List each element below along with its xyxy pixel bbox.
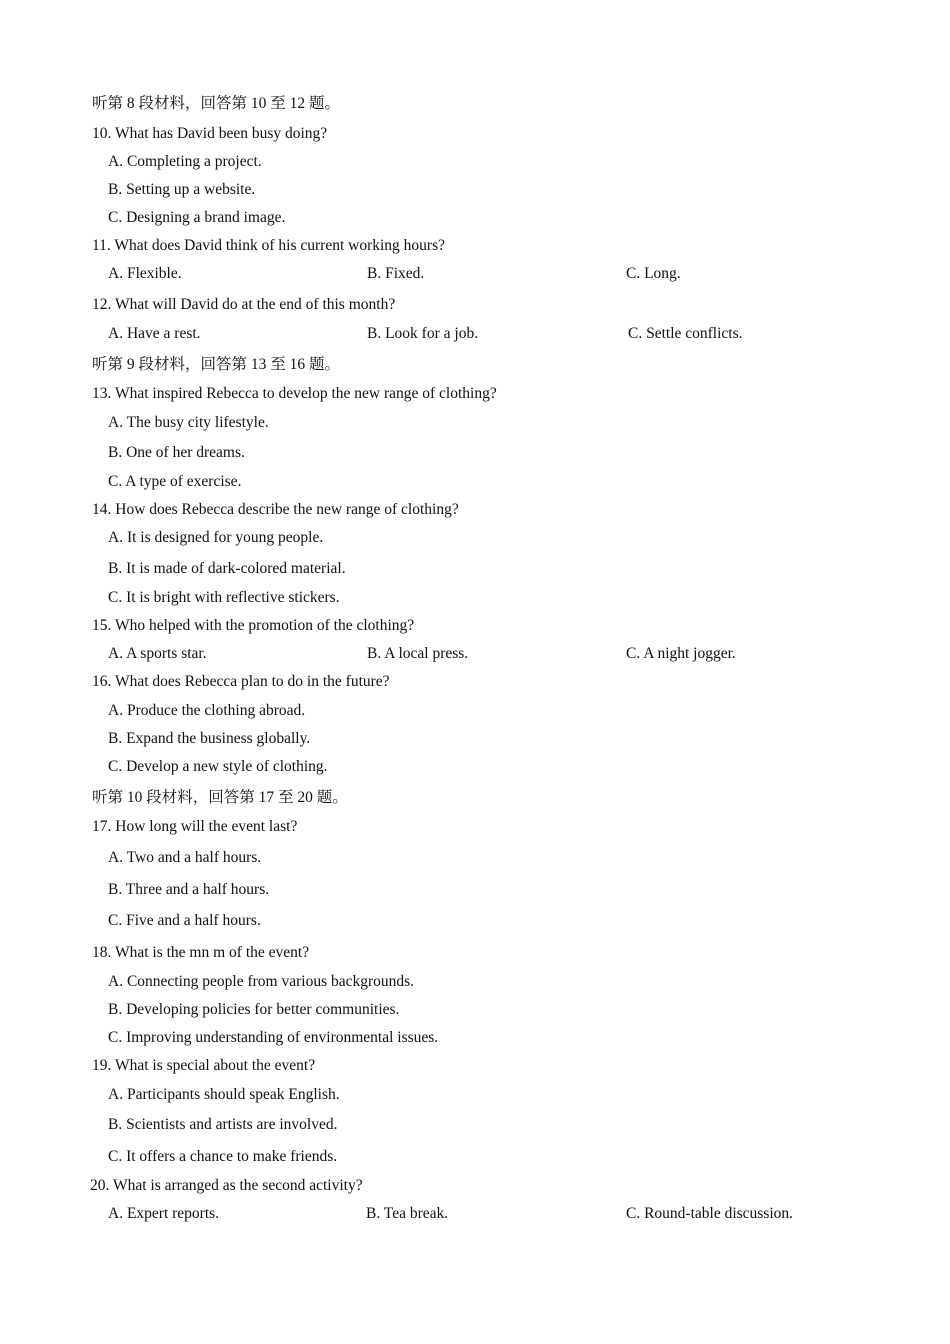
question-17-stem: 17. How long will the event last? bbox=[92, 818, 298, 835]
question-15-option-b: B. A local press. bbox=[367, 645, 469, 662]
section-9-instruction: 听第 9 段材料，回答第 13 至 16 题。 bbox=[92, 356, 341, 373]
question-14-option-c: C. It is bright with reflective stickers. bbox=[108, 589, 340, 606]
question-16-option-a: A. Produce the clothing abroad. bbox=[108, 702, 306, 719]
question-10-option-b: B. Setting up a website. bbox=[108, 181, 256, 198]
question-19-stem: 19. What is special about the event? bbox=[92, 1057, 316, 1074]
question-15-option-a: A. A sports star. bbox=[108, 645, 207, 662]
question-18-option-c: C. Improving understanding of environmental issues. bbox=[108, 1029, 439, 1046]
question-14-option-b: B. It is made of dark-colored material. bbox=[108, 560, 346, 577]
question-15-option-c: C. A night jogger. bbox=[626, 645, 736, 662]
question-20-option-c: C. Round-table discussion. bbox=[626, 1205, 794, 1222]
question-11-option-c: C. Long. bbox=[626, 265, 681, 282]
question-14-option-a: A. It is designed for young people. bbox=[108, 529, 324, 546]
question-13-option-c: C. A type of exercise. bbox=[108, 473, 242, 490]
question-12-stem: 12. What will David do at the end of this month? bbox=[92, 296, 396, 313]
question-16-stem: 16. What does Rebecca plan to do in the future? bbox=[92, 673, 390, 690]
question-10-stem: 10. What has David been busy doing? bbox=[92, 125, 328, 142]
question-11-option-a: A. Flexible. bbox=[108, 265, 182, 282]
question-13-option-a: A. The busy city lifestyle. bbox=[108, 414, 269, 431]
question-20-stem: 20. What is arranged as the second activity? bbox=[90, 1177, 363, 1194]
question-15-stem: 15. Who helped with the promotion of the clothing? bbox=[92, 617, 415, 634]
question-12-option-b: B. Look for a job. bbox=[367, 325, 479, 342]
question-10-option-c: C. Designing a brand image. bbox=[108, 209, 286, 226]
question-19-option-c: C. It offers a chance to make friends. bbox=[108, 1148, 338, 1165]
question-17-option-a: A. Two and a half hours. bbox=[108, 849, 262, 866]
question-11-stem: 11. What does David think of his current working hours? bbox=[92, 237, 445, 254]
section-8-instruction: 听第 8 段材料，回答第 10 至 12 题。 bbox=[92, 95, 341, 112]
question-17-option-b: B. Three and a half hours. bbox=[108, 881, 270, 898]
question-20-option-a: A. Expert reports. bbox=[108, 1205, 220, 1222]
question-12-option-a: A. Have a rest. bbox=[108, 325, 201, 342]
question-12-option-c: C. Settle conflicts. bbox=[628, 325, 743, 342]
question-19-option-b: B. Scientists and artists are involved. bbox=[108, 1116, 338, 1133]
question-14-stem: 14. How does Rebecca describe the new range of clothing? bbox=[92, 501, 459, 518]
question-11-option-b: B. Fixed. bbox=[367, 265, 425, 282]
question-13-stem: 13. What inspired Rebecca to develop the new range of clothing? bbox=[92, 385, 497, 402]
section-10-instruction: 听第 10 段材料，回答第 17 至 20 题。 bbox=[92, 789, 348, 806]
question-16-option-b: B. Expand the business globally. bbox=[108, 730, 311, 747]
question-20-option-b: B. Tea break. bbox=[366, 1205, 449, 1222]
question-10-option-a: A. Completing a project. bbox=[108, 153, 262, 170]
question-16-option-c: C. Develop a new style of clothing. bbox=[108, 758, 328, 775]
question-19-option-a: A. Participants should speak English. bbox=[108, 1086, 340, 1103]
question-13-option-b: B. One of her dreams. bbox=[108, 444, 245, 461]
question-18-option-b: B. Developing policies for better communities. bbox=[108, 1001, 400, 1018]
question-18-option-a: A. Connecting people from various backgrounds. bbox=[108, 973, 415, 990]
question-17-option-c: C. Five and a half hours. bbox=[108, 912, 261, 929]
question-18-stem: 18. What is the mn m of the event? bbox=[92, 944, 310, 961]
